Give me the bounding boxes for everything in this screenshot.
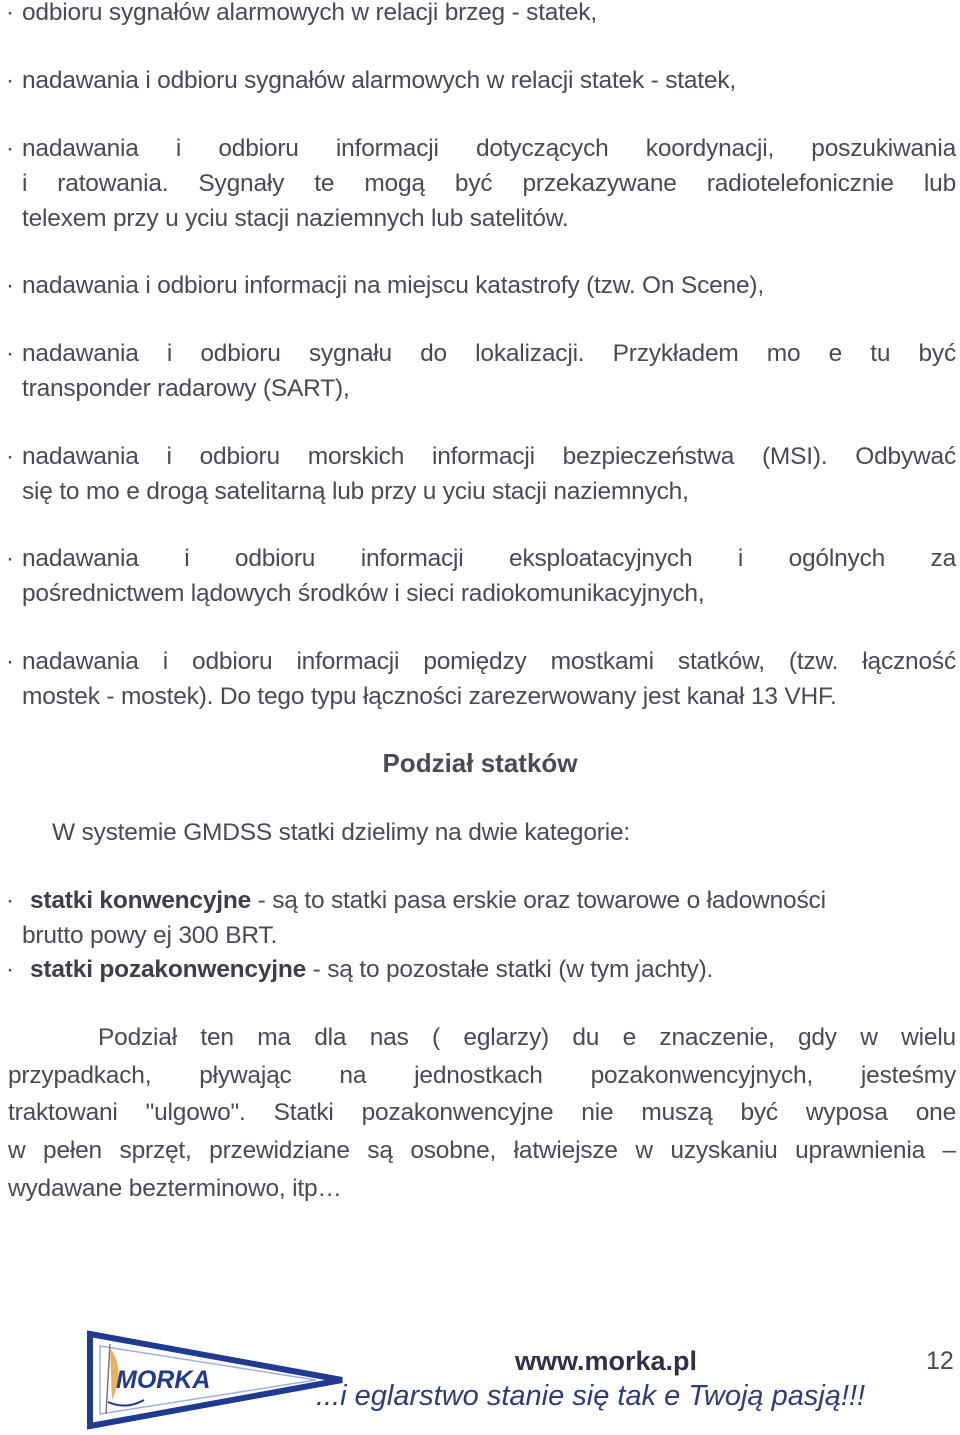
list-item-line: nadawania i odbioru informacji eksploatacyjnych i ogólnych za — [22, 545, 956, 572]
category-term: statki konwencyjne — [30, 887, 252, 914]
bullet: · — [6, 135, 14, 162]
paragraph-line: Podział ten ma dla nas ( eglarzy) du e znaczenie, gdy w wielu — [98, 1024, 956, 1051]
bullet: · — [6, 272, 14, 299]
paragraph-line: przypadkach, pływając na jednostkach pozakonwencyjnych, jesteśmy — [8, 1062, 956, 1089]
page-number: 12 — [926, 1347, 954, 1375]
bullet: · — [6, 0, 14, 26]
bullet: · — [6, 887, 14, 914]
list-item-line: odbioru sygnałów alarmowych w relacji brzeg - statek, — [22, 0, 597, 26]
list-item-line: się to mo e drogą satelitarną lub przy u yciu stacji naziemnych, — [22, 478, 689, 505]
morka-logo — [86, 1330, 348, 1430]
section-heading: Podział statków — [382, 748, 578, 778]
list-item-line: mostek - mostek). Do tego typu łączności zarezerwowany jest kanał 13 VHF. — [22, 683, 837, 710]
list-item-line: nadawania i odbioru sygnału do lokalizacji. Przykładem mo e tu być — [22, 340, 956, 367]
list-item-line: nadawania i odbioru informacji na miejscu katastrofy (tzw. On Scene), — [22, 272, 764, 299]
bullet: · — [6, 545, 14, 572]
list-item-line: nadawania i odbioru sygnałów alarmowych w relacji statek - statek, — [22, 67, 736, 94]
bullet: · — [6, 67, 14, 94]
category-item-continued: brutto powy ej 300 BRT. — [22, 922, 278, 949]
category-description: - są to pozostałe statki (w tym jachty). — [306, 956, 714, 983]
paragraph-line: wydawane bezterminowo, itp… — [8, 1175, 342, 1202]
list-item-line: telexem przy u yciu stacji naziemnych lub satelitów. — [22, 205, 569, 232]
list-item-line: nadawania i odbioru morskich informacji bezpieczeństwa (MSI). Odbywać — [22, 443, 956, 470]
bullet: · — [6, 648, 14, 675]
list-item-line: i ratowania. Sygnały te mogą być przekazywane radiotelefonicznie lub — [22, 170, 956, 197]
category-item — [30, 952, 956, 987]
paragraph-line: traktowani "ulgowo". Statki pozakonwencyjne nie muszą być wyposa one — [8, 1099, 956, 1126]
paragraph-line: w pełen sprzęt, przewidziane są osobne, łatwiejsze w uzyskaniu uprawnienia – — [8, 1137, 956, 1164]
list-item-line: nadawania i odbioru informacji dotyczących koordynacji, poszukiwania — [22, 135, 956, 162]
category-description: - są to statki pasa erskie oraz towarowe o ładowności — [251, 887, 826, 914]
section-intro: W systemie GMDSS statki dzielimy na dwie kategorie: — [52, 819, 630, 846]
list-item-line: nadawania i odbioru informacji pomiędzy mostkami statków, (tzw. łączność — [22, 648, 956, 675]
bullet: · — [6, 443, 14, 470]
bullet: · — [6, 340, 14, 367]
list-item-line: pośrednictwem lądowych środków i sieci radiokomunikacyjnych, — [22, 580, 705, 607]
category-item — [30, 883, 956, 918]
bullet: · — [6, 956, 14, 983]
category-term: statki pozakonwencyjne — [30, 956, 307, 983]
list-item-line: transponder radarowy (SART), — [22, 375, 350, 402]
logo-wordmark: MORKA — [116, 1366, 211, 1394]
footer-slogan: ...i eglarstwo stanie się tak e Twoją pasją!!! — [316, 1380, 866, 1412]
footer-website-link[interactable]: www.morka.pl — [515, 1346, 698, 1376]
